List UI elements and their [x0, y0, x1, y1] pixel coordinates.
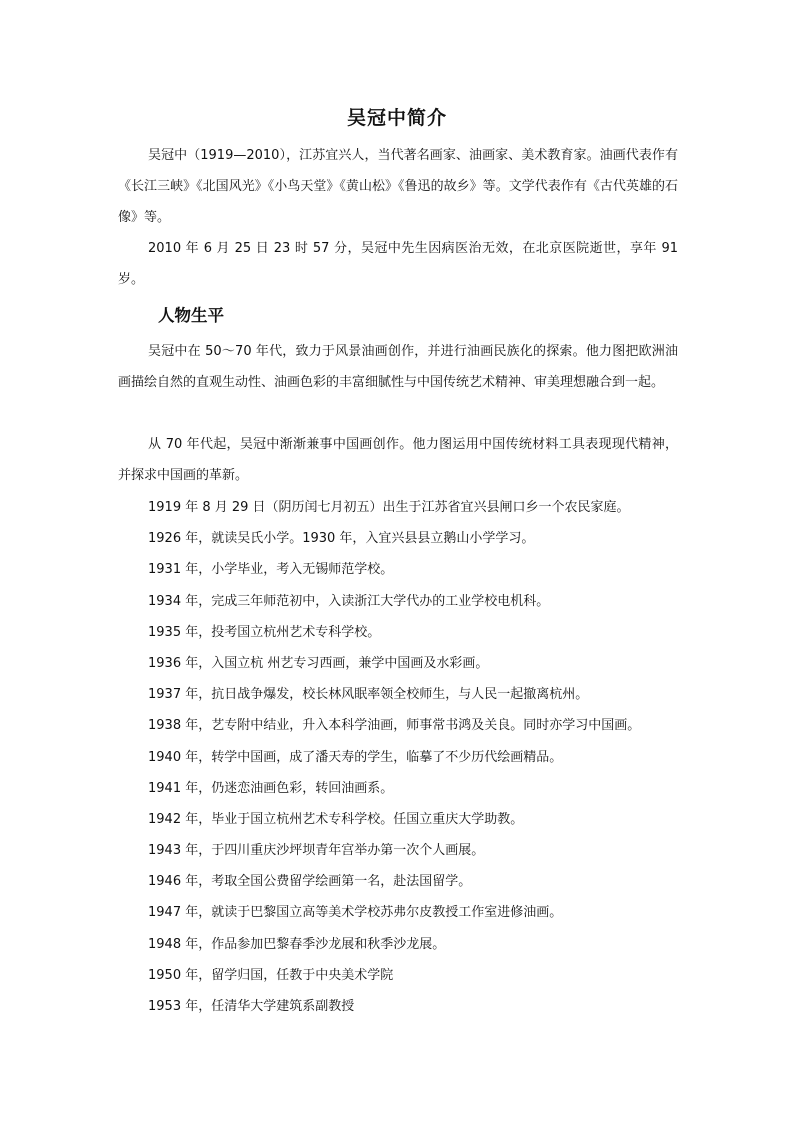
timeline-item: 1942 年，毕业于国立杭州艺术专科学校。任国立重庆大学助教。 [148, 811, 524, 827]
intro-paragraph-2: 2010 年 6 月 25 日 23 时 57 分，吴冠中先生因病医治无效，在北京医院逝世，享年 91 岁。 [118, 241, 678, 287]
timeline-item: 1938 年，艺专附中结业，升入本科学油画，师事常书鸿及关良。同时亦学习中国画。 [148, 718, 641, 734]
timeline-list [148, 492, 708, 1022]
timeline-item: 1937 年，抗日战争爆发，校长林风眠率领全校师生，与人民一起撤离杭州。 [148, 687, 589, 703]
timeline-item: 1947 年，就读于巴黎国立高等美术学校苏弗尔皮教授工作室进修油画。 [148, 905, 563, 921]
timeline-item: 1943 年，于四川重庆沙坪坝青年宫举办第一次个人画展。 [148, 843, 485, 859]
timeline-item: 1941 年，仍迷恋油画色彩，转回油画系。 [148, 780, 394, 796]
timeline-item: 1936 年，入国立杭 州艺专习西画，兼学中国画及水彩画。 [148, 655, 489, 671]
timeline-item: 1953 年，任清华大学建筑系副教授 [148, 999, 355, 1014]
timeline-item: 1919 年 8 月 29 日（阴历闰七月初五）出生于江苏省宜兴县闸口乡一个农民家庭。 [148, 500, 630, 515]
timeline-item: 1934 年，完成三年师范初中，入读浙江大学代办的工业学校电机科。 [148, 593, 550, 609]
timeline-item: 1946 年，考取全国公费留学绘画第一名，赴法国留学。 [148, 874, 472, 890]
intro-paragraph-1: 吴冠中（1919—2010），江苏宜兴人，当代著名画家、油画家、美术教育家。油画代表作有《长江三峡》《北国风光》《小鸟天堂》《黄山松》《鲁迅的故乡》等。文学代表作有《古代英雄的石像》等。 [118, 148, 678, 225]
section-heading: 人物生平 [158, 306, 224, 325]
document-title: 吴冠中简介 [346, 107, 447, 129]
timeline-item: 1950 年，留学归国，任教于中央美术学院 [148, 967, 394, 983]
timeline-item: 1931 年，小学毕业，考入无锡师范学校。 [148, 562, 394, 578]
timeline-item: 1948 年，作品参加巴黎春季沙龙展和秋季沙龙展。 [148, 936, 446, 952]
timeline-item: 1926 年，就读吴氏小学。1930 年，入宜兴县县立鹅山小学学习。 [148, 531, 535, 547]
timeline-item: 1940 年，转学中国画，成了潘天寿的学生，临摹了不少历代绘画精品。 [148, 749, 563, 765]
section-paragraph-1: 吴冠中在 50～70 年代，致力于风景油画创作，并进行油画民族化的探索。他力图把欧洲油画描绘自然的直观生动性、油画色彩的丰富细腻性与中国传统艺术精神、审美理想融合到一起。 [118, 344, 678, 390]
section-paragraph-2: 从 70 年代起，吴冠中渐渐兼事中国画创作。他力图运用中国传统材料工具表现现代精神，并探求中国画的革新。 [118, 437, 678, 483]
timeline-item: 1935 年，投考国立杭州艺术专科学校。 [148, 624, 381, 640]
